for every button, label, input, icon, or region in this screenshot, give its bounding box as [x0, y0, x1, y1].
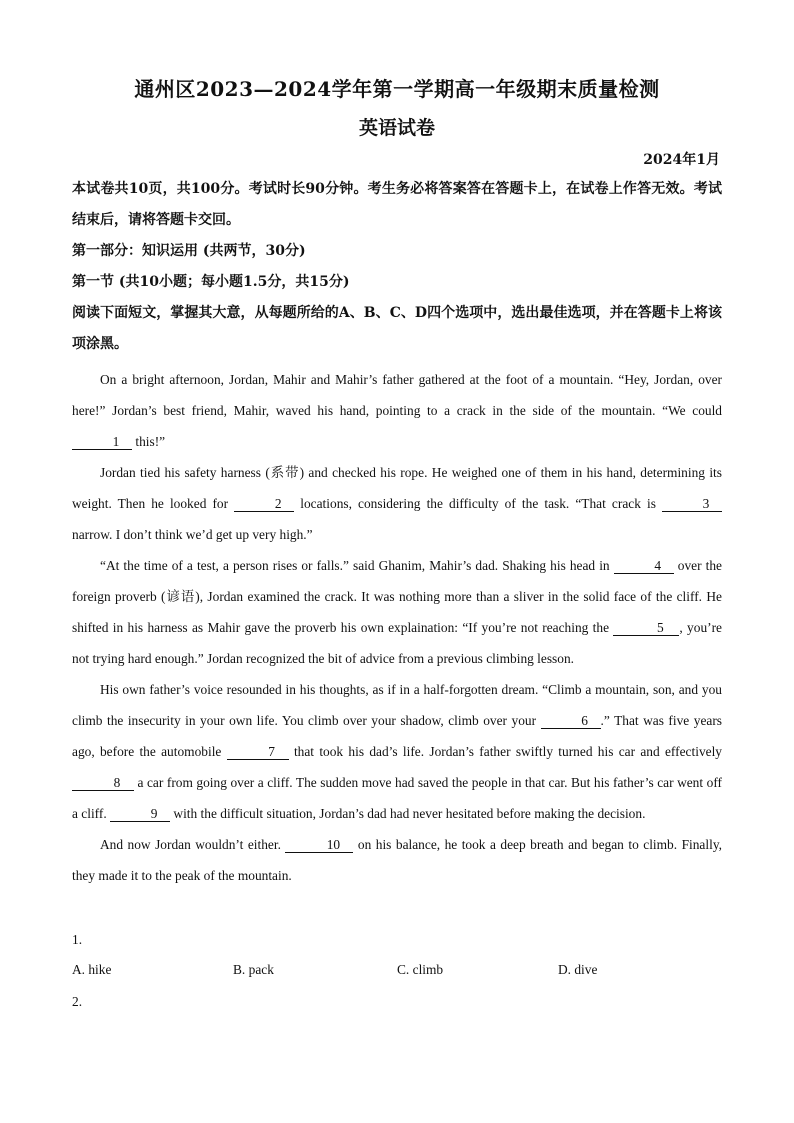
section-heading: 第一节 (共10小题；每小题1.5分，共15分) [72, 274, 350, 290]
exam-notice: 本试卷共10页，共100分。考试时长90分钟。考生务必将答案答在答题卡上，在试卷上作答无效。考试结束后，请将答题卡交回。 [72, 181, 722, 228]
passage-paragraph: “At the time of a test, a person rises or falls.” said Ghanim, Mahir’s dad. Shaking his head in 4 over the foreign proverb (谚语), Jordan examined the crack. It was nothing more than a sliver in the solid face of the cliff. He shifted in his harness as Mahir gave the proverb his own explaination: “If you’re not reaching the 5 , you’re not trying hard enough.” Jordan recognized the bit of advice from a previous climbing lesson. [72, 558, 722, 666]
blank-3: 3 [662, 496, 722, 512]
question-number: 1. [72, 932, 83, 947]
exam-date: 2024年1月 [643, 152, 720, 168]
blank-4: 4 [614, 558, 674, 574]
exam-subject: 英语试卷 [358, 117, 435, 139]
blank-9: 9 [110, 806, 170, 822]
passage-paragraph: Jordan tied his safety harness (系带) and checked his rope. He weighed one of them in his hand, determining its weight. Then he looked for 2 locations, considering the difficulty of the task. “That crack is 3 narrow. I don’t think we’d get up very high.” [72, 465, 722, 542]
blank-8: 8 [72, 775, 134, 791]
option-c[interactable]: C. climb [397, 962, 444, 977]
question-1-options [72, 962, 722, 982]
section-directions: 阅读下面短文，掌握其大意，从每题所给的A、B、C、D四个选项中，选出最佳选项，并在答题卡上将该项涂黑。 [72, 305, 722, 352]
exam-title: 通州区2023—2024学年第一学期高一年级期末质量检测 [134, 77, 660, 101]
passage-paragraph: On a bright afternoon, Jordan, Mahir and Mahir’s father gathered at the foot of a mountain. “Hey, Jordan, over here!” Jordan’s best friend, Mahir, waved his hand, pointing to a crack in the side of the mountain. “We could 1 this!” [72, 372, 722, 449]
blank-6: 6 [541, 713, 601, 729]
option-b[interactable]: B. pack [233, 962, 274, 977]
option-a[interactable]: A. hike [72, 962, 112, 977]
passage-paragraph: His own father’s voice resounded in his thoughts, as if in a half-forgotten dream. “Climb a mountain, son, and you climb the insecurity in your own life. You climb over your shadow, climb over your 6 .” That was five years ago, before the automobile 7 that took his dad’s life. Jordan’s father swiftly turned his car and effectively 8 a car from going over a cliff. The sudden move had saved the people in that car. But his father’s car went off a cliff. 9 with the difficult situation, Jordan’s dad had never hesitated before making the decision. [72, 682, 722, 821]
passage-paragraph: And now Jordan wouldn’t either. 10 on his balance, he took a deep breath and began to climb. Finally, they made it to the peak of the mountain. [72, 837, 722, 883]
part-heading: 第一部分：知识运用 (共两节，30分) [72, 243, 306, 259]
blank-1: 1 [72, 434, 132, 450]
option-d[interactable]: D. dive [558, 962, 598, 977]
blank-7: 7 [227, 744, 289, 760]
blank-10: 10 [285, 837, 353, 853]
cloze-passage [72, 364, 722, 891]
question-number: 2. [72, 994, 83, 1009]
blank-2: 2 [234, 496, 294, 512]
blank-5: 5 [613, 620, 679, 636]
